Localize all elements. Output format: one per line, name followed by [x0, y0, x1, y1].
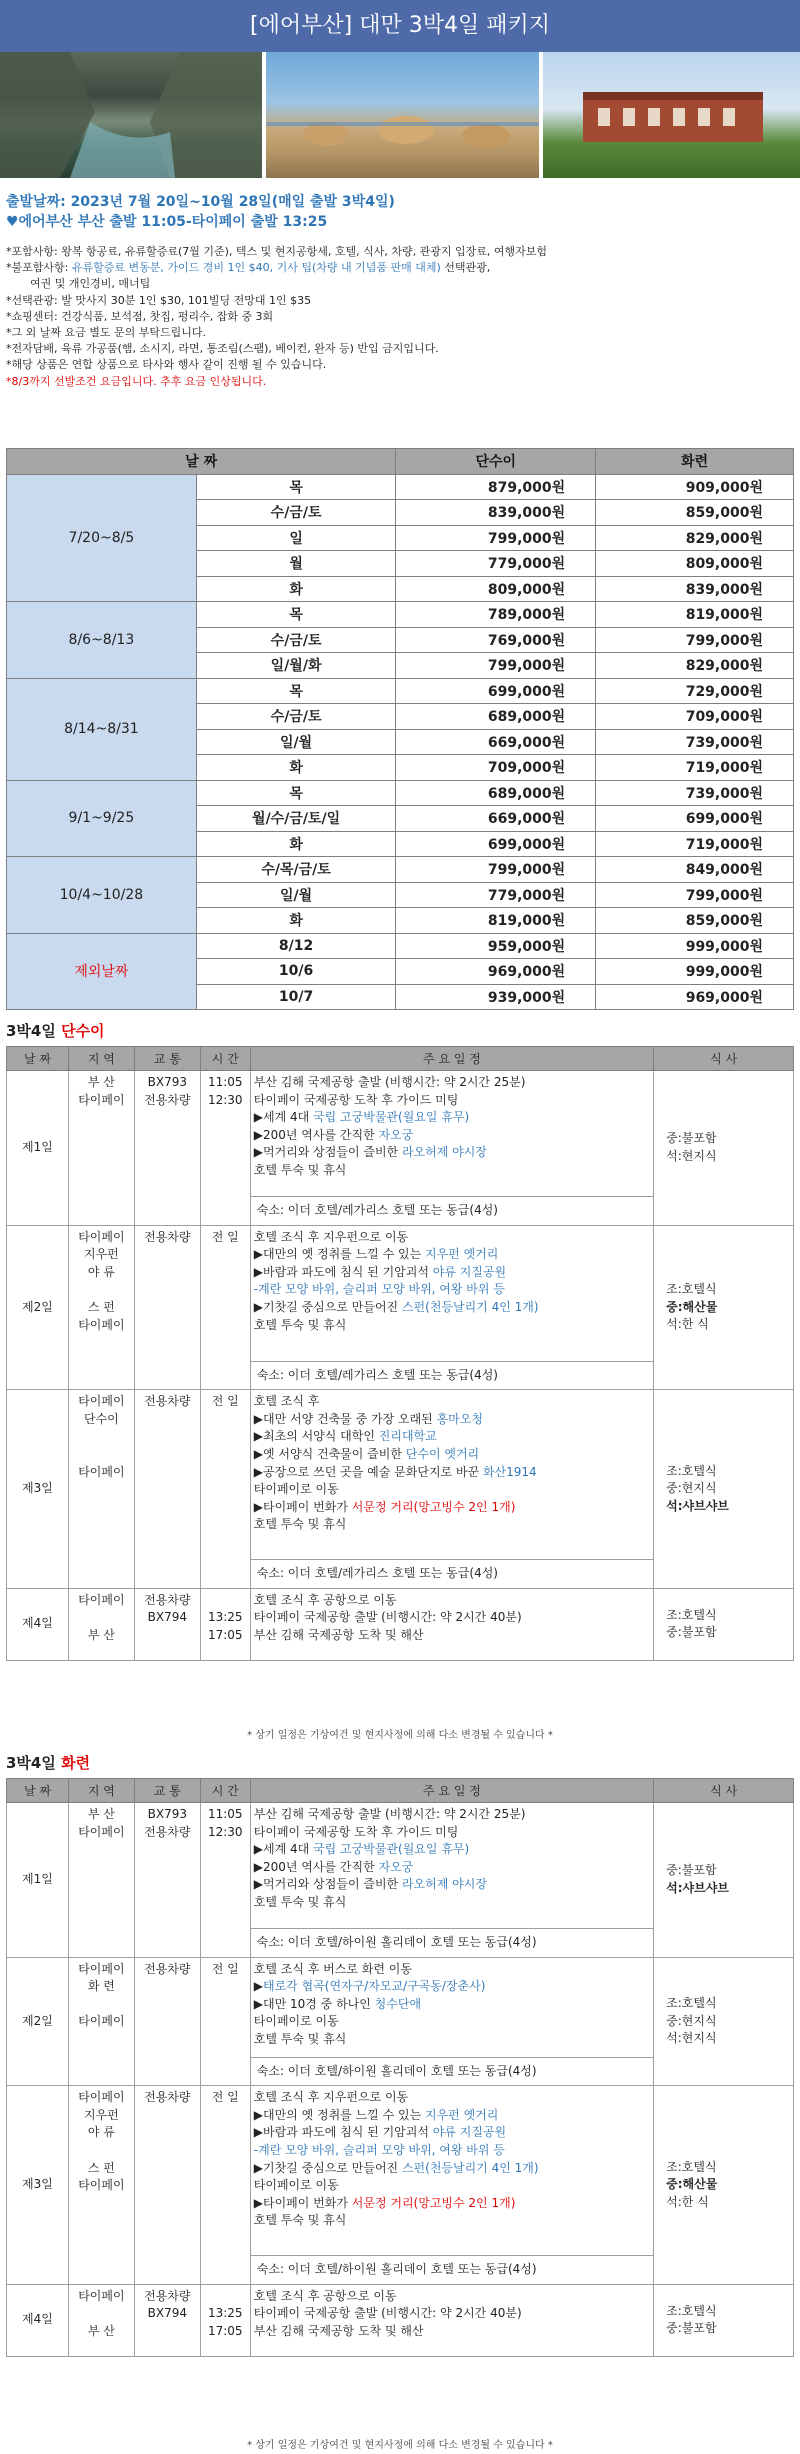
- date-range: 8/6~8/13: [7, 602, 197, 679]
- price-cell: 709,000원: [396, 755, 596, 781]
- page-title: [에어부산] 대만 3박4일 패키지: [0, 0, 800, 52]
- schedule-note: * 상기 일정은 기상여건 및 현지사정에 의해 다소 변경될 수 있습니다 *: [247, 2440, 553, 2451]
- price-cell: 699,000원: [396, 831, 596, 857]
- weekday-cell: 일/월: [196, 729, 396, 755]
- day-label: 제3일: [7, 1390, 69, 1589]
- time-cell: 13:25 17:05: [200, 2284, 250, 2356]
- weekday-cell: 목: [196, 474, 396, 500]
- weekday-cell: 화: [196, 576, 396, 602]
- time-cell: 전 일: [200, 1390, 250, 1589]
- table-row: [7, 857, 794, 883]
- price-cell: 689,000원: [396, 704, 596, 730]
- day-label: 제1일: [7, 1803, 69, 1958]
- photo-taroko-gorge: [0, 52, 262, 178]
- departure-dates: 출발날짜: 2023년 7월 20일~10월 28일(매일 출발 3박4일): [6, 194, 395, 210]
- price-cell: 669,000원: [396, 729, 596, 755]
- price-cell: 999,000원: [596, 933, 794, 959]
- day-label: 제2일: [7, 1225, 69, 1390]
- day-label: 제1일: [7, 1071, 69, 1226]
- date-cell: 10/7: [196, 984, 396, 1010]
- time-cell: 전 일: [200, 2086, 250, 2285]
- price-cell: 799,000원: [396, 525, 596, 551]
- hotel-cell: 숙소: 이더 호텔/레가리스 호텔 또는 동급(4성): [250, 1560, 653, 1589]
- meal-cell: 조:호텔식 중:현지식 석:샤브샤브: [654, 1390, 794, 1589]
- hotel-cell: 숙소: 이더 호텔/레가리스 호텔 또는 동급(4성): [250, 1361, 653, 1390]
- time-cell: 11:05 12:30: [200, 1071, 250, 1226]
- weekday-cell: 화: [196, 831, 396, 857]
- price-cell: 789,000원: [396, 602, 596, 628]
- table-row: [7, 2284, 794, 2356]
- time-cell: 11:05 12:30: [200, 1803, 250, 1958]
- price-table: [6, 448, 794, 1010]
- time-cell: 전 일: [200, 1957, 250, 2086]
- price-cell: 999,000원: [596, 959, 794, 985]
- weekday-cell: 일: [196, 525, 396, 551]
- price-cell: 689,000원: [396, 780, 596, 806]
- schedule-cell: 부산 김해 국제공항 출발 (비행시간: 약 2시간 25분) 타이페이 국제공항 도착 후 가이드 미팅 ▶세계 4대 국립 고궁박물관(월요일 휴무) ▶200년 역사를 간직한 자오궁 ▶먹거리와 상점들이 즐비한 라오허제 야시장 호텔 투숙 및 휴식: [250, 1071, 653, 1197]
- include-line: *포함사항: 왕복 항공료, 유류할증료(7월 기준), 텍스 및 현지공항세, 호텔, 식사, 차량, 관광지 입장료, 여행자보험: [6, 245, 548, 258]
- region-cell: 타이페이 지우펀 야 류 스 펀 타이페이: [68, 1225, 134, 1390]
- date-cell: 8/12: [196, 933, 396, 959]
- transport-cell: 전용차량: [134, 2086, 200, 2285]
- price-cell: 819,000원: [596, 602, 794, 628]
- ban-line: *전자담배, 육류 가공품(햄, 소시지, 라면, 통조림(스팸), 베이컨, 완자 등) 반입 금지입니다.: [6, 342, 439, 356]
- price-cell: 909,000원: [596, 474, 794, 500]
- date-range: 8/14~8/31: [7, 678, 197, 780]
- meal-cell: 조:호텔식 중:해산물 석:한 식: [654, 1225, 794, 1390]
- meal-cell: 조:호텔식 중:현지식 석:현지식: [654, 1957, 794, 2086]
- itinerary-header-row: [7, 1779, 794, 1803]
- weekday-cell: 일/월: [196, 882, 396, 908]
- weekday-cell: 목: [196, 780, 396, 806]
- day-label: 제4일: [7, 2284, 69, 2356]
- region-cell: 타이페이 단수이 타이페이: [68, 1390, 134, 1589]
- transport-cell: 전용차량 BX794: [134, 1588, 200, 1660]
- price-cell: 769,000원: [396, 627, 596, 653]
- region-cell: 타이페이 화 련 타이페이: [68, 1957, 134, 2086]
- price-cell: 719,000원: [596, 755, 794, 781]
- header-schedule: 주 요 일 정: [250, 1047, 653, 1071]
- joint-line: *해당 상품은 연합 상품으로 타사와 행사 같이 진행 될 수 있습니다.: [6, 358, 327, 372]
- transport-cell: BX793 전용차량: [134, 1071, 200, 1226]
- header-date: 날 짜: [7, 1047, 69, 1071]
- header-date: 날 짜: [7, 1779, 69, 1803]
- weekday-cell: 수/목/금/토: [196, 857, 396, 883]
- table-row: [7, 1225, 794, 1361]
- weekday-cell: 화: [196, 755, 396, 781]
- region-cell: 부 산 타이페이: [68, 1803, 134, 1958]
- weekday-cell: 일/월/화: [196, 653, 396, 679]
- transport-cell: 전용차량 BX794: [134, 2284, 200, 2356]
- price-cell: 709,000원: [596, 704, 794, 730]
- meal-cell: 중:불포함 석:현지식: [654, 1071, 794, 1226]
- weekday-cell: 목: [196, 678, 396, 704]
- date-range: 9/1~9/25: [7, 780, 197, 857]
- photo-hongmaocheng: [543, 52, 800, 178]
- itinerary-table-hualien: [6, 1778, 794, 2357]
- terms-list: [6, 244, 794, 390]
- price-cell: 779,000원: [396, 882, 596, 908]
- price-cell: 799,000원: [396, 857, 596, 883]
- price-cell: 669,000원: [396, 806, 596, 832]
- weekday-cell: 월/수/금/토/일: [196, 806, 396, 832]
- exclude-line: *불포함사항: 유류할증료 변동분, 가이드 경비 1인 $40, 기사 팁(차량 내 기념품 판매 대체) 선택관광,: [6, 261, 491, 275]
- table-row: [7, 678, 794, 704]
- price-cell: 699,000원: [596, 806, 794, 832]
- hotel-cell: 숙소: 이더 호텔/레가리스 호텔 또는 동급(4성): [250, 1197, 653, 1226]
- itinerary-title-hualien: 3박4일 화련: [6, 1754, 91, 1772]
- date-range: 10/4~10/28: [7, 857, 197, 934]
- schedule-cell: 호텔 조식 후 버스로 화련 이동 ▶태로각 협곡(연자구/자모교/구곡동/장춘사) ▶대만 10경 중 하나인 청수단애 타이페이로 이동 호텔 투숙 및 휴식: [250, 1957, 653, 2057]
- table-row: [7, 2086, 794, 2256]
- price-header-tamsui: 단수이: [396, 449, 596, 475]
- day-label: 제3일: [7, 2086, 69, 2285]
- weekday-cell: 수/금/토: [196, 704, 396, 730]
- meal-cell: 조:호텔식 중:해산물 석:한 식: [654, 2086, 794, 2285]
- weekday-cell: 수/금/토: [196, 500, 396, 526]
- region-cell: 부 산 타이페이: [68, 1071, 134, 1226]
- header-region: 지 역: [68, 1779, 134, 1803]
- table-row: [7, 1957, 794, 2057]
- transport-cell: 전용차량: [134, 1225, 200, 1390]
- region-cell: 타이페이 부 산: [68, 2284, 134, 2356]
- time-cell: 13:25 17:05: [200, 1588, 250, 1660]
- schedule-cell: 호텔 조식 후 공항으로 이동 타이페이 국제공항 출발 (비행시간: 약 2시간 40분) 부산 김해 국제공항 도착 및 해산: [250, 2284, 653, 2356]
- table-row: [7, 1588, 794, 1660]
- other-dates-line: *그 외 날짜 요금 별도 문의 부탁드립니다.: [6, 326, 206, 340]
- table-row: [7, 1390, 794, 1560]
- price-cell: 969,000원: [396, 959, 596, 985]
- weekday-cell: 수/금/토: [196, 627, 396, 653]
- day-label: 제2일: [7, 1957, 69, 2086]
- price-cell: 779,000원: [396, 551, 596, 577]
- price-header-row: [7, 449, 794, 475]
- price-header-date: 날 짜: [7, 449, 396, 475]
- price-cell: 729,000원: [596, 678, 794, 704]
- flight-info: ♥에어부산 부산 출발 11:05-타이페이 출발 13:25: [6, 214, 328, 230]
- itinerary-header-row: [7, 1047, 794, 1071]
- exclude-line-2: 여권 및 개인경비, 매너팁: [30, 277, 151, 291]
- schedule-cell: 호텔 조식 후 지우펀으로 이동 ▶대만의 옛 정취를 느낄 수 있는 지우펀 옛거리 ▶바람과 파도에 침식 된 기암괴석 야류 지질공원 -계란 모양 바위, 슬리퍼 모양 바위, 여왕 바위 등 ▶기찻길 중심으로 만들어진 스펀(천등날리기 4인 1개) 타이페이로 이동 ▶타이페이 번화가 서문정 거리(망고빙수 2인 1개) 호텔 투숙 및 휴식: [250, 2086, 653, 2256]
- package-info: [6, 192, 794, 390]
- deadline-line: *8/3까지 선발조건 요금입니다. 추후 요금 인상됩니다.: [6, 374, 267, 388]
- transport-cell: 전용차량: [134, 1390, 200, 1589]
- price-cell: 719,000원: [596, 831, 794, 857]
- price-cell: 739,000원: [596, 780, 794, 806]
- price-cell: 829,000원: [596, 653, 794, 679]
- header-transport: 교 통: [134, 1047, 200, 1071]
- header-time: 시 간: [200, 1047, 250, 1071]
- price-cell: 939,000원: [396, 984, 596, 1010]
- header-meal: 식 사: [654, 1047, 794, 1071]
- meal-cell: 조:호텔식 중:불포함: [654, 2284, 794, 2356]
- header-time: 시 간: [200, 1779, 250, 1803]
- itinerary-title-tamsui: 3박4일 단수이: [6, 1022, 105, 1040]
- price-cell: 859,000원: [596, 500, 794, 526]
- date-range: 7/20~8/5: [7, 474, 197, 602]
- header-schedule: 주 요 일 정: [250, 1779, 653, 1803]
- table-row: [7, 1071, 794, 1197]
- schedule-cell: 호텔 조식 후 지우펀으로 이동 ▶대만의 옛 정취를 느낄 수 있는 지우펀 옛거리 ▶바람과 파도에 침식 된 기암괴석 야류 지질공원 -계란 모양 바위, 슬리퍼 모양 바위, 여왕 바위 등 ▶기찻길 중심으로 만들어진 스펀(천등날리기 4인 1개) 호텔 투숙 및 휴식: [250, 1225, 653, 1361]
- table-row: [7, 780, 794, 806]
- price-cell: 699,000원: [396, 678, 596, 704]
- table-row: [7, 933, 794, 959]
- price-cell: 839,000원: [596, 576, 794, 602]
- price-cell: 809,000원: [396, 576, 596, 602]
- schedule-cell: 호텔 조식 후 ▶대만 서양 건축물 중 가장 오래된 홍마오청 ▶최초의 서양식 대학인 진리대학교 ▶옛 서양식 건축물이 즐비한 단수이 옛거리 ▶공장으로 쓰던 곳을 예술 문화단지로 바꾼 화산1914 타이페이로 이동 ▶타이페이 번화가 서문정 거리(망고빙수 2인 1개) 호텔 투숙 및 휴식: [250, 1390, 653, 1560]
- region-cell: 타이페이 부 산: [68, 1588, 134, 1660]
- date-cell: 10/6: [196, 959, 396, 985]
- price-cell: 829,000원: [596, 525, 794, 551]
- price-cell: 799,000원: [396, 653, 596, 679]
- meal-cell: 조:호텔식 중:불포함: [654, 1588, 794, 1660]
- itinerary-table-tamsui: [6, 1046, 794, 1661]
- price-cell: 969,000원: [596, 984, 794, 1010]
- schedule-note: * 상기 일정은 기상여건 및 현지사정에 의해 다소 변경될 수 있습니다 *: [247, 1730, 553, 1741]
- hotel-cell: 숙소: 이더 호텔/하이원 홀리데이 호텔 또는 동급(4성): [250, 2256, 653, 2285]
- table-row: [7, 1803, 794, 1929]
- price-cell: 739,000원: [596, 729, 794, 755]
- schedule-cell: 부산 김해 국제공항 출발 (비행시간: 약 2시간 25분) 타이페이 국제공항 도착 후 가이드 미팅 ▶세계 4대 국립 고궁박물관(월요일 휴무) ▶200년 역사를 간직한 자오궁 ▶먹거리와 상점들이 즐비한 라오허제 야시장 호텔 투숙 및 휴식: [250, 1803, 653, 1929]
- meal-cell: 중:불포함 석:샤브샤브: [654, 1803, 794, 1958]
- region-cell: 타이페이 지우펀 야 류 스 펀 타이페이: [68, 2086, 134, 2285]
- price-cell: 799,000원: [596, 882, 794, 908]
- price-cell: 859,000원: [596, 908, 794, 934]
- shopping-line: *쇼핑센터: 건강식품, 보석점, 찻집, 펑리수, 잡화 중 3회: [6, 309, 274, 323]
- price-cell: 879,000원: [396, 474, 596, 500]
- hotel-cell: 숙소: 이더 호텔/하이원 홀리데이 호텔 또는 동급(4성): [250, 1929, 653, 1958]
- header-meal: 식 사: [654, 1779, 794, 1803]
- day-label: 제4일: [7, 1588, 69, 1660]
- price-cell: 959,000원: [396, 933, 596, 959]
- price-cell: 839,000원: [396, 500, 596, 526]
- weekday-cell: 월: [196, 551, 396, 577]
- price-header-hualien: 화련: [596, 449, 794, 475]
- table-row: [7, 474, 794, 500]
- hotel-cell: 숙소: 이더 호텔/하이원 홀리데이 호텔 또는 동급(4성): [250, 2057, 653, 2086]
- price-cell: 849,000원: [596, 857, 794, 883]
- schedule-cell: 호텔 조식 후 공항으로 이동 타이페이 국제공항 출발 (비행시간: 약 2시간 40분) 부산 김해 국제공항 도착 및 해산: [250, 1588, 653, 1660]
- weekday-cell: 화: [196, 908, 396, 934]
- optional-tour-line: *선택관광: 발 맛사지 30분 1인 $30, 101빌딩 전망대 1인 $35: [6, 293, 312, 307]
- price-cell: 809,000원: [596, 551, 794, 577]
- table-row: [7, 602, 794, 628]
- transport-cell: BX793 전용차량: [134, 1803, 200, 1958]
- weekday-cell: 목: [196, 602, 396, 628]
- price-cell: 799,000원: [596, 627, 794, 653]
- transport-cell: 전용차량: [134, 1957, 200, 2086]
- header-region: 지 역: [68, 1047, 134, 1071]
- time-cell: 전 일: [200, 1225, 250, 1390]
- excluded-dates-label: 제외날짜: [7, 933, 197, 1010]
- header-transport: 교 통: [134, 1779, 200, 1803]
- price-cell: 819,000원: [396, 908, 596, 934]
- photo-strip: [0, 52, 800, 178]
- photo-yehliu: [266, 52, 539, 178]
